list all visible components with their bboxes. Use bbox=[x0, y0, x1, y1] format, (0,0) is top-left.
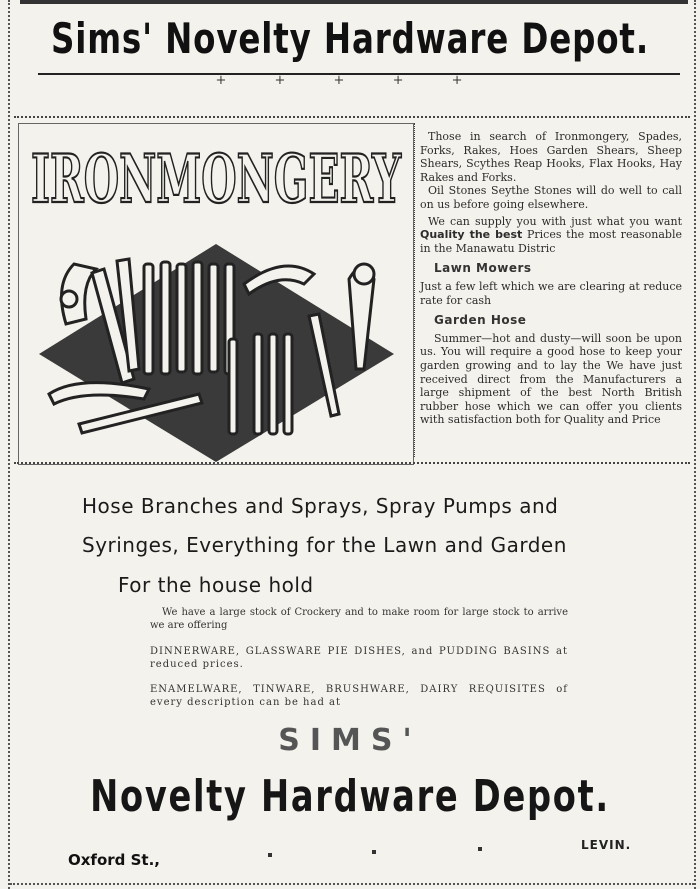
bottom-border bbox=[10, 883, 694, 885]
heading-garden-hose: Garden Hose bbox=[434, 313, 527, 328]
sims-name: SIMS' bbox=[278, 723, 422, 758]
feature-line-3: For the house hold bbox=[118, 573, 314, 597]
mid-divider bbox=[14, 462, 690, 464]
ornament-dot bbox=[268, 853, 272, 857]
feature-line-1: Hose Branches and Sprays, Spray Pumps and bbox=[82, 494, 559, 518]
side-paragraph-ironmongery: Those in search of Ironmongery, Spades, Forks, Rakes, Hoes Garden Shears, Sheep Shears, Scythes Reap Hooks, Flax Hooks, Hay Rakes and Forks. bbox=[420, 130, 682, 184]
street-address: Oxford St., bbox=[68, 851, 160, 869]
quality-emphasis: Quality the best bbox=[420, 228, 523, 242]
town-name: LEVIN. bbox=[581, 838, 632, 852]
side-paragraph-hose: Summer—hot and dusty—will soon be upon us. You will require a good hose to keep your garden growing and to lay the We have just received direct from the Manufacturers a large shipment of the best North British rubber hose which we can offer you clients with satisfaction both for Quality and Price bbox=[420, 331, 682, 427]
heading-lawn-mowers: Lawn Mowers bbox=[434, 261, 532, 276]
side-paragraph-mowers: Just a few left which we are clearing at reduce rate for cash bbox=[420, 279, 682, 307]
masthead-title: Sims' Novelty Hardware Depot. bbox=[50, 14, 650, 63]
side-paragraph-supply bbox=[420, 215, 682, 256]
dinnerware-paragraph: DINNERWARE, GLASSWARE PIE DISHES, and PUDDING BASINS at reduced prices. bbox=[150, 646, 568, 670]
feature-line-2: Syringes, Everything for the Lawn and Garden bbox=[82, 533, 567, 557]
supply-text-c: Prices the most reasonable in the Manawatu Distric bbox=[420, 228, 682, 255]
ornament-crosses: + + + + + bbox=[215, 73, 485, 88]
top-border bbox=[20, 0, 688, 4]
ornament-dot bbox=[478, 847, 482, 851]
section-divider bbox=[14, 116, 690, 118]
supply-text-a: We can supply you with just what you want bbox=[428, 214, 682, 228]
side-paragraph-oilstones: Oil Stones Seythe Stones will do well to call on us before going elsewhere. bbox=[420, 184, 682, 211]
footer-depot-title: Novelty Hardware Depot. bbox=[90, 771, 610, 822]
enamelware-paragraph: ENAMELWARE, TINWARE, BRUSHWARE, DAIRY REQUISITES of every description can be had at bbox=[150, 684, 568, 708]
side-column bbox=[420, 130, 682, 427]
ironmongery-illustration bbox=[18, 123, 414, 465]
ironmongery-heading: IRONMONGERY bbox=[31, 140, 402, 218]
crockery-paragraph: We have a large stock of Crockery and to make room for large stock to arrive we are offering bbox=[150, 607, 568, 631]
ornament-dot bbox=[372, 850, 376, 854]
column-divider bbox=[414, 123, 415, 457]
